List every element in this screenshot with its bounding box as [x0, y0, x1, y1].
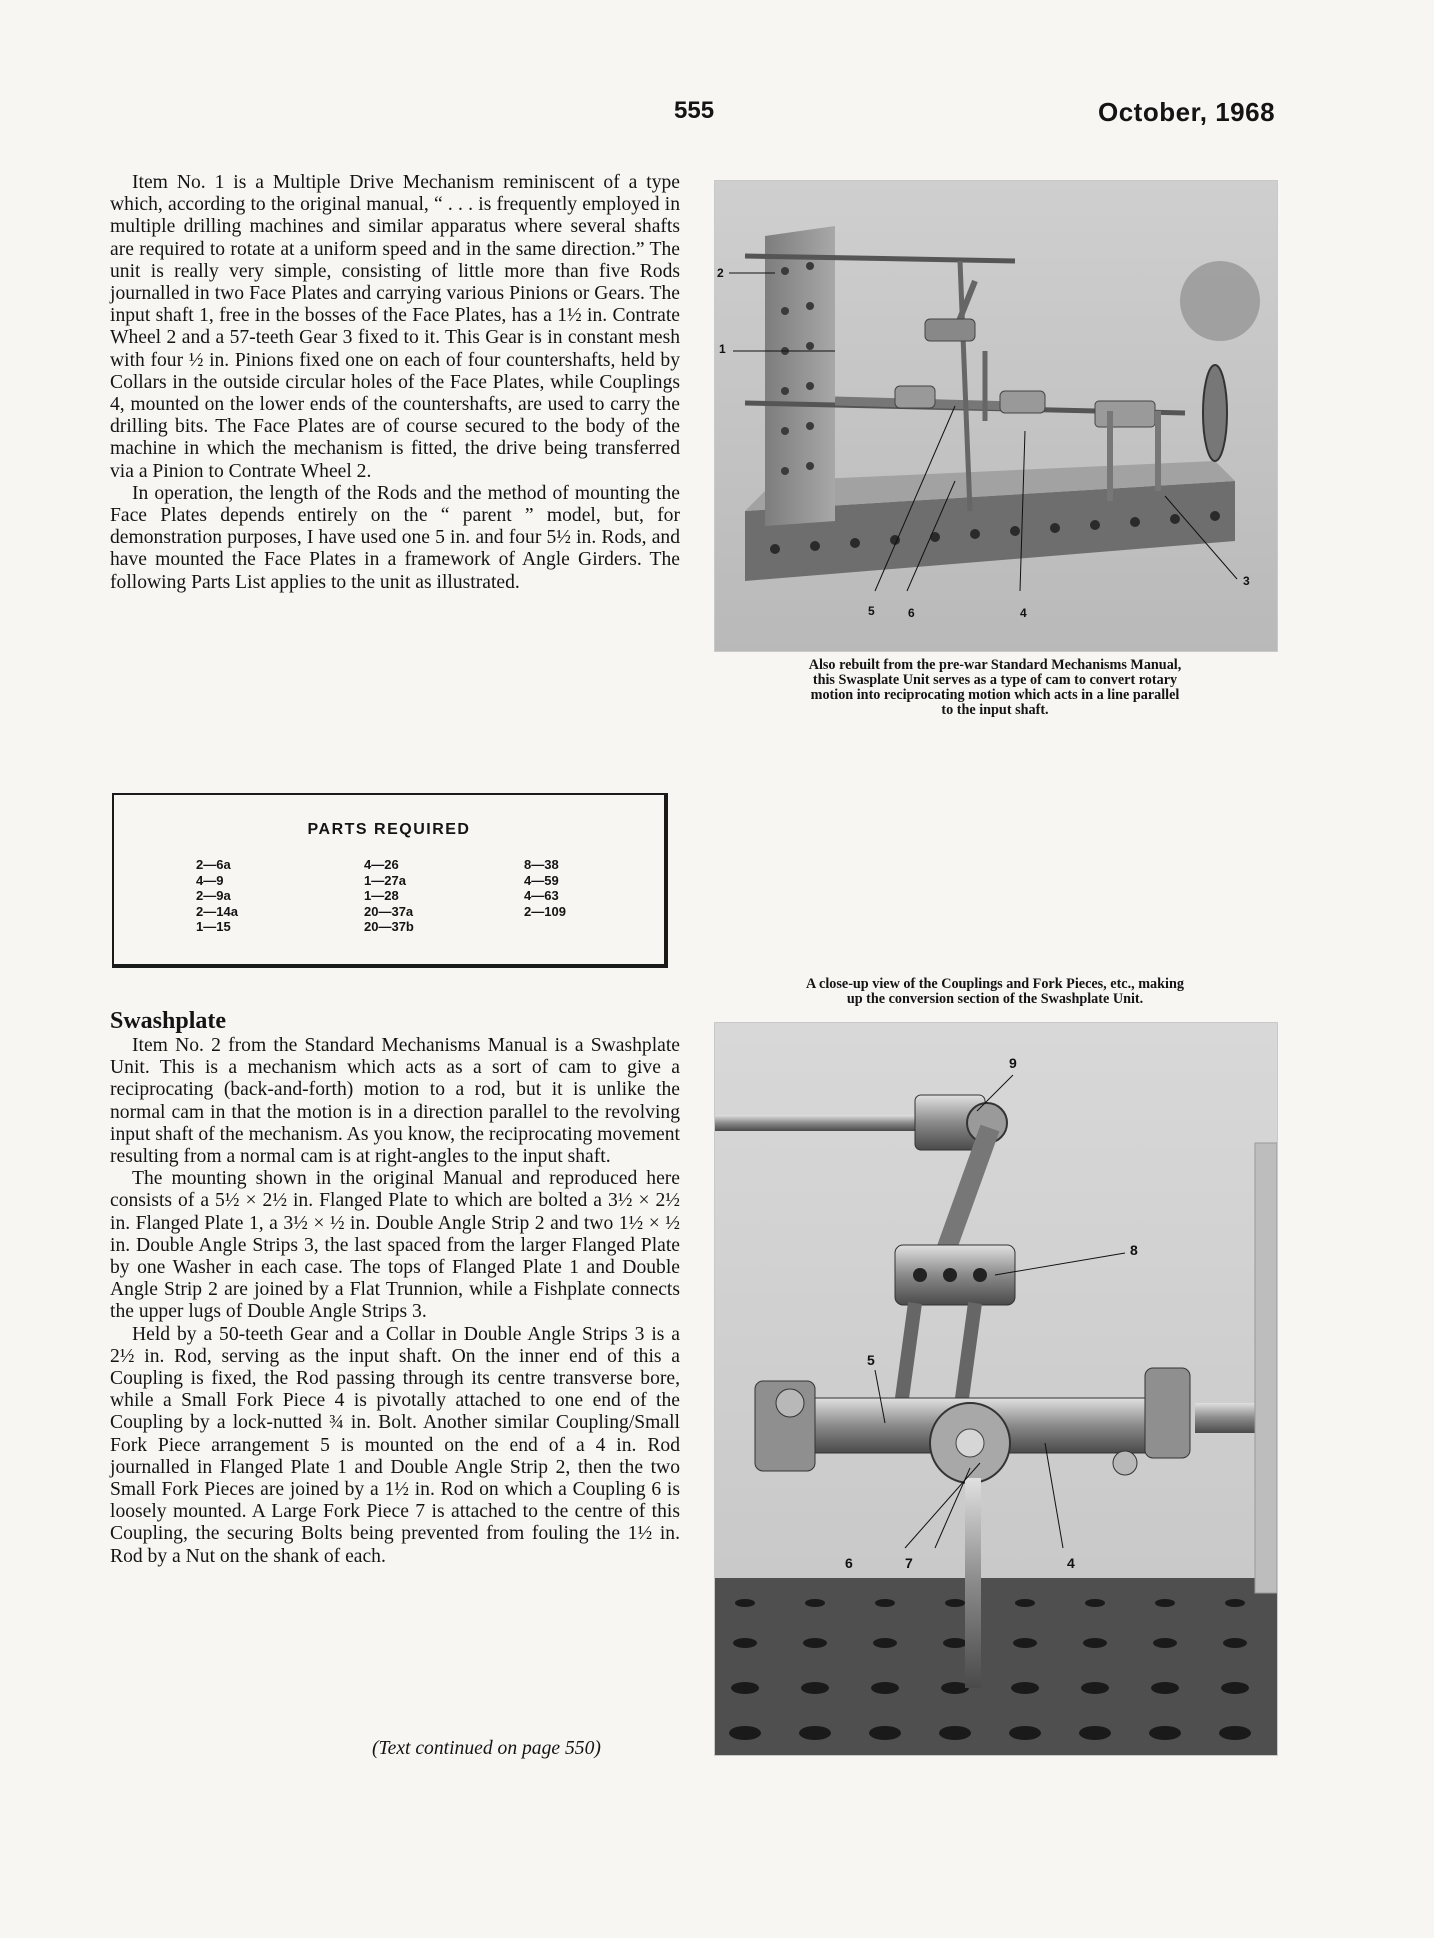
part-entry: 4—63 — [524, 888, 559, 903]
part-entry: 8—38 — [524, 857, 559, 872]
swashplate-unit-photo — [714, 180, 1278, 652]
photo-label: 2 — [717, 266, 724, 280]
parts-column — [524, 857, 566, 919]
photo-label: 9 — [1009, 1055, 1017, 1071]
part-entry: 1—27a — [364, 872, 406, 888]
parts-title: PARTS REQUIRED — [307, 821, 471, 838]
caption-line: Also rebuilt from the pre-war Standard Mechanisms Manual, — [808, 657, 1182, 673]
section-heading: Swashplate — [110, 1008, 227, 1034]
paragraph: Held by a 50-teeth Gear and a Collar in Double Angle Strips 3 is a 2½ in. Rod, serving as the input shaft. On the inner end of this a Coupling is fixed, the Rod passing through its centre transverse bore, while a Small Fork Piece 4 is pivotally attached to one end of the Coupling by a lock-nutted ¾ in. Bolt. Another similar Coupling/Small Fork Piece arrangement 5 is mounted on the end of a 4 in. Rod journalled in Flanged Plate 1 and Double Angle Strip 2, then the two Small Fork Pieces are joined by a 1½ in. Rod on which a Coupling 6 is loosely mounted. A Large Fork Piece 7 is attached to the centre of this Coupling, the securing Bolts being prevented from fouling the 1½ in. Rod by a Nut on the shank of each. — [110, 1323, 680, 1567]
part-entry: 1—15 — [196, 919, 231, 934]
issue-date: October, 1968 — [1098, 97, 1276, 127]
photo-label: 6 — [908, 606, 915, 620]
page-number: 555 — [674, 97, 715, 124]
photo-caption-top — [708, 658, 1282, 718]
part-entry: 20—37b — [364, 919, 414, 934]
photo-label: 7 — [905, 1555, 913, 1571]
photo-label: 4 — [1067, 1555, 1075, 1571]
part-entry: 2—9a — [196, 888, 231, 903]
caption-line: to the input shaft. — [941, 702, 1049, 718]
photo-label: 5 — [868, 604, 875, 618]
caption-line: motion into reciprocating motion which acts in a line parallel — [810, 687, 1180, 703]
intro-text — [110, 172, 680, 594]
part-entry: 2—14a — [196, 903, 238, 919]
paragraph: In operation, the length of the Rods and the method of mounting the Face Plates depends entirely on the “ parent ” model, but, for demonstration purposes, I have used one 5 in. and four 5½ in. Rods, and have mounted the Face Plates in a framework of Angle Girders. The following Parts List applies to the unit as illustrated. — [110, 482, 680, 593]
parts-column — [196, 857, 238, 935]
photo-caption-bottom — [708, 977, 1282, 1007]
photo-label: 6 — [845, 1555, 853, 1571]
photo-label: 5 — [867, 1352, 875, 1368]
caption-line: this Swasplate Unit serves as a type of cam to convert rotary — [812, 672, 1178, 688]
couplings-closeup-photo — [714, 1022, 1278, 1756]
swashplate-text — [110, 1035, 680, 1568]
photo-label: 3 — [1243, 574, 1250, 588]
parts-required-box — [112, 793, 668, 968]
paragraph: The mounting shown in the original Manual and reproduced here consists of a 5½ × 2½ in. Flanged Plate to which are bolted a 3½ × 2½ in. Flanged Plate 1, a 3½ × ½ in. Double Angle Strip 2 and two 1½ × ½ in. Double Angle Strips 3, the last spaced from the larger Flanged Plate by one Washer in each case. The tops of Flanged Plate 1 and Double Angle Strip 2 are joined by a Flat Trunnion, while a Fishplate connects the upper lugs of Double Angle Strips 3. — [110, 1168, 680, 1323]
caption-line: up the conversion section of the Swashplate Unit. — [846, 991, 1144, 1007]
photo-label: 4 — [1020, 606, 1027, 620]
part-entry: 2—109 — [524, 903, 566, 919]
part-entry: 1—28 — [364, 888, 399, 903]
part-entry: 20—37a — [364, 903, 414, 919]
paragraph: Item No. 1 is a Multiple Drive Mechanism reminiscent of a type which, according to the original manual, “ . . . is frequently employed in multiple drilling machines and similar apparatus where several shafts are required to rotate at a uniform speed and in the same direction.” The unit is really very simple, consisting of little more than five Rods journalled in two Face Plates and carrying various Pinions or Gears. The input shaft 1, free in the bosses of the Face Plates, has a 1½ in. Contrate Wheel 2 and a 57-teeth Gear 3 fixed to it. This Gear is in constant mesh with four ½ in. Pinions fixed one on each of four countershafts, held by Collars in the outside circular holes of the Face Plates, while Couplings 4, mounted on the lower ends of the countershafts, are used to carry the drilling bits. The Face Plates are of course secured to the body of the machine in which the mechanism is fitted, the drive being transferred via a Pinion to Contrate Wheel 2. — [110, 172, 680, 482]
photo-illustration — [715, 1023, 1277, 1755]
part-entry: 2—6a — [196, 857, 231, 872]
photo-illustration — [715, 181, 1277, 651]
part-entry: 4—26 — [364, 857, 399, 872]
paragraph: Item No. 2 from the Standard Mechanisms Manual is a Swashplate Unit. This is a mechanism which acts as a sort of cam to give a reciprocating (back-and-forth) motion to a rod, but it is unlike the normal cam in that the motion is in a direction parallel to the revolving input shaft of the mechanism. As you know, the reciprocating movement resulting from a normal cam is at right-angles to the input shaft. — [110, 1035, 680, 1168]
photo-label: 8 — [1130, 1242, 1138, 1258]
part-entry: 4—59 — [524, 872, 559, 888]
parts-column — [364, 857, 414, 935]
part-entry: 4—9 — [196, 872, 224, 888]
photo-label: 1 — [719, 342, 726, 356]
continued-note: (Text continued on page 550) — [372, 1738, 601, 1759]
caption-line: A close-up view of the Couplings and Fork Pieces, etc., making — [806, 976, 1184, 992]
